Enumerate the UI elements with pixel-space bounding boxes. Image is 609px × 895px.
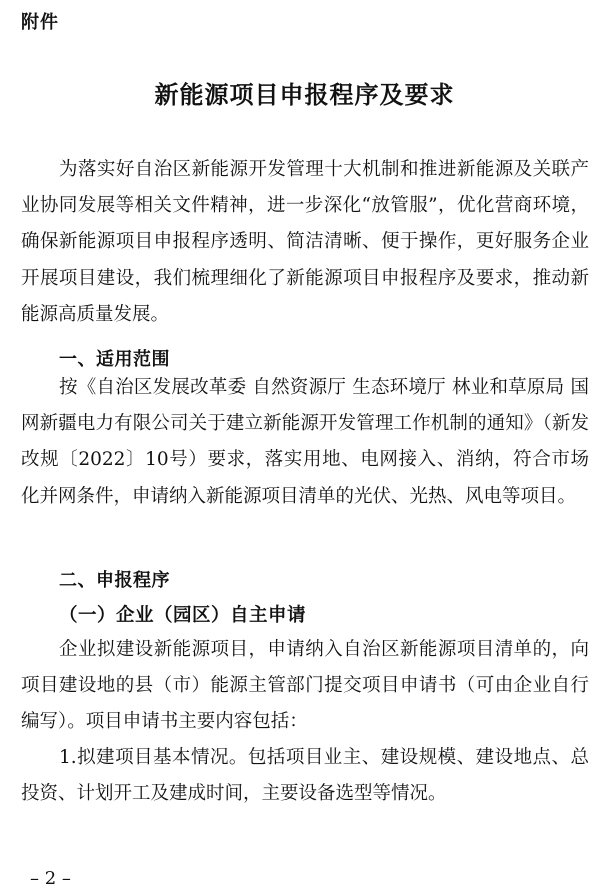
annex-label: 附件 — [21, 12, 59, 33]
page-number: – 2 – — [30, 868, 71, 889]
intro-paragraph: 为落实好自治区新能源开发管理十大机制和推进新能源及关联产业协同发展等相关文件精神，进一步深化“放管服”，优化营商环境，确保新能源项目申报程序透明、简洁清晰、便于操作，更好服务企业开展项目建设，我们梳理细化了新能源项目申报程序及要求，推动新能源高质量发展。 — [21, 159, 589, 325]
subsection-heading-self-apply: （一）企业（园区）自主申请 — [59, 605, 307, 626]
section-heading-procedure: 二、申报程序 — [59, 570, 170, 591]
document-title: 新能源项目申报程序及要求 — [154, 80, 455, 109]
section-heading-scope: 一、适用范围 — [59, 349, 170, 370]
self-apply-paragraph: 企业拟建设新能源项目，申请纳入自治区新能源项目清单的，向项目建设地的县（市）能源主管部门提交项目申请书（可由企业自行编写）。项目申请书主要内容包括： — [21, 639, 589, 733]
scope-paragraph: 按《自治区发展改革委 自然资源厅 生态环境厅 林业和草原局 国网新疆电力有限公司关于建立新能源开发管理工作机制的通知》（新发改规〔2022〕10号）要求，落实用地、电网接入、消纳，符合市场化并网条件，申请纳入新能源项目清单的光伏、光热、风电等项目。 — [21, 377, 589, 507]
list-item-1: 1.拟建项目基本情况。包括项目业主、建设规模、建设地点、总投资、计划开工及建成时间，主要设备选型等情况。 — [21, 747, 589, 805]
